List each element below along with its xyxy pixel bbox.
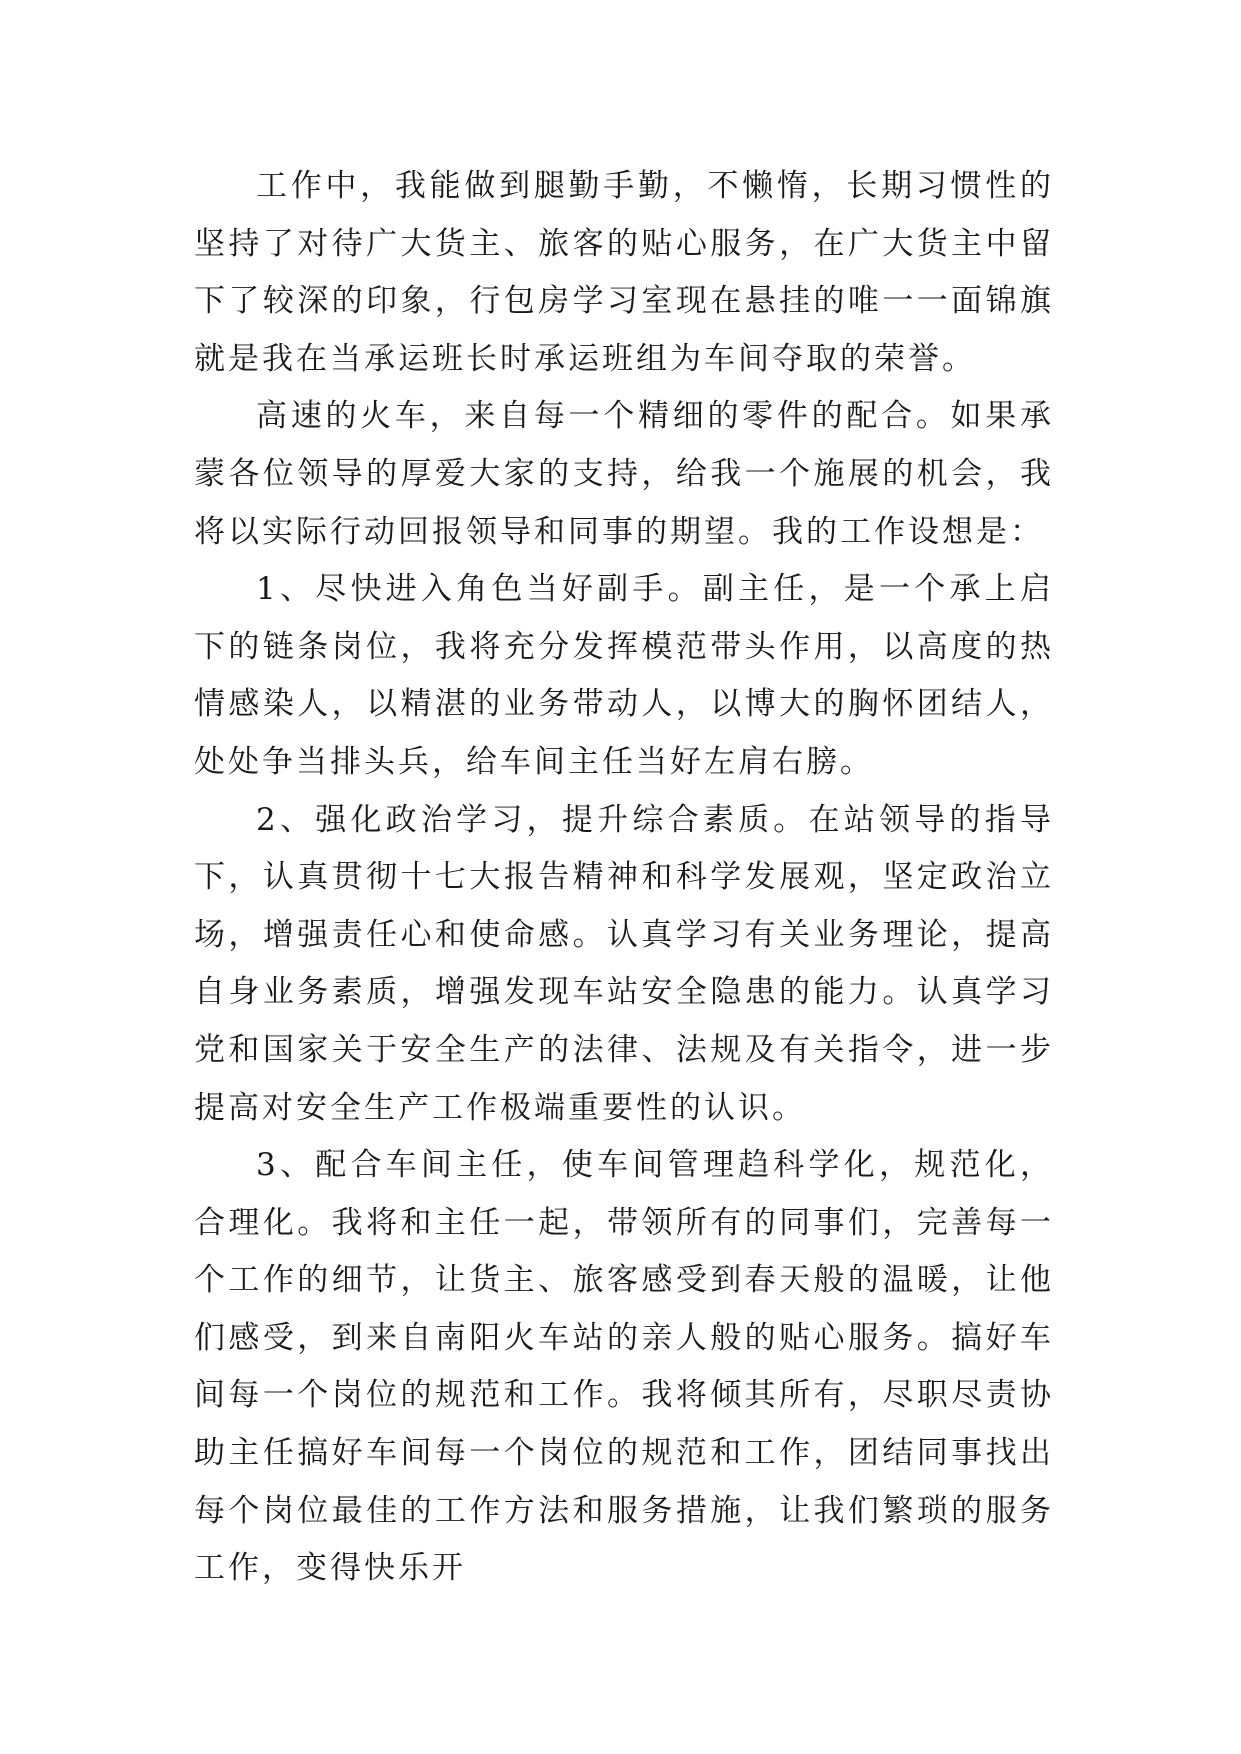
paragraph-4: 2、强化政治学习，提升综合素质。在站领导的指导下，认真贯彻十七大报告精神和科学发展观，坚定政治立场，增强责任心和使命感。认真学习有关业务理论，提高自身业务素质，增强发现车站安全隐患的能力。认真学习党和国家关于安全生产的法律、法规及有关指令，进一步提高对安全生产工作极端重要性的认识。 (194, 801, 1054, 1126)
paragraph-1: 工作中，我能做到腿勤手勤，不懒惰，长期习惯性的坚持了对待广大货主、旅客的贴心服务，在广大货主中留下了较深的印象，行包房学习室现在悬挂的唯一一面锦旗就是我在当承运班长时承运班组为车间夺取的荣誉。 (194, 168, 1054, 377)
paragraph-5: 3、配合车间主任，使车间管理趋科学化，规范化，合理化。我将和主任一起，带领所有的同事们，完善每一个工作的细节，让货主、旅客感受到春天般的温暖，让他们感受，到来自南阳火车站的亲人般的贴心服务。搞好车间每一个岗位的规范和工作。我将倾其所有，尽职尽责协助主任搞好车间每一个岗位的规范和工作，团结同事找出每个岗位最佳的工作方法和服务措施，让我们繁琐的服务工作，变得快乐开 (194, 1147, 1054, 1587)
paragraph-2: 高速的火车，来自每一个精细的零件的配合。如果承蒙各位领导的厚爱大家的支持，给我一个施展的机会，我将以实际行动回报领导和同事的期望。我的工作设想是： (194, 398, 1054, 550)
paragraph-3: 1、尽快进入角色当好副手。副主任，是一个承上启下的链条岗位，我将充分发挥模范带头作用，以高度的热情感染人，以精湛的业务带动人，以博大的胸怀团结人，处处争当排头兵，给车间主任当好左肩右膀。 (194, 571, 1054, 780)
document-body (194, 158, 1054, 1598)
